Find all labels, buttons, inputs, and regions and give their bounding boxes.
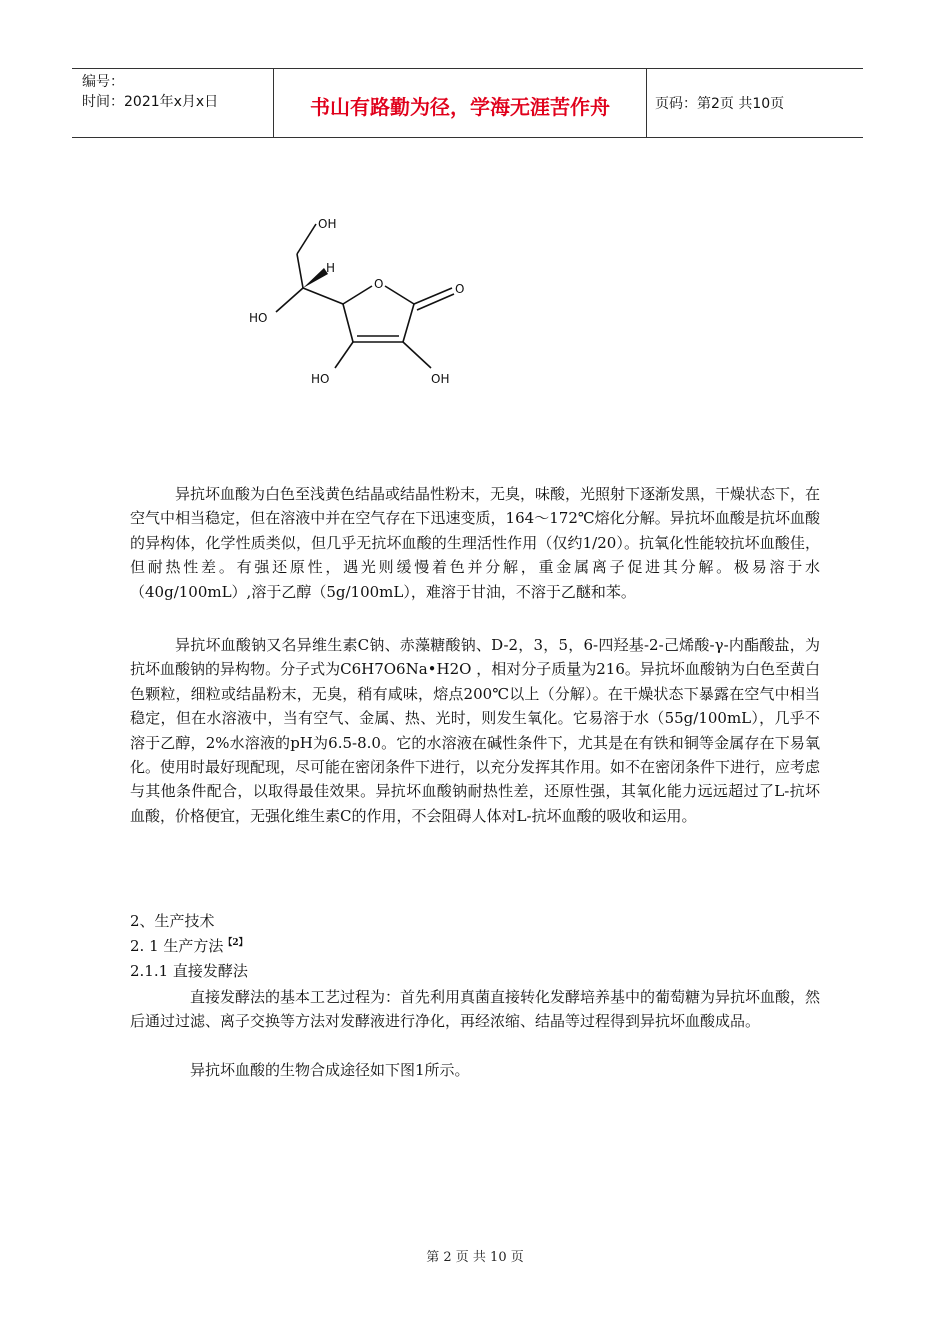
label-oh-top: OH — [318, 217, 337, 231]
bond-c2-oh — [403, 342, 431, 368]
bond-ring-c3-c4 — [343, 304, 353, 342]
bond-c-ch2 — [297, 254, 303, 288]
wedge-bond-h — [303, 268, 328, 288]
paragraph-direct-fermentation: 直接发酵法的基本工艺过程为：首先利用真菌直接转化发酵培养基中的葡萄糖为异抗坏血酸，然后通过过滤、离子交换等方法对发酵液进行净化，再经浓缩、结晶等过程得到异抗坏血酸成品。 — [130, 988, 821, 1031]
paragraph-sodium-isoascorbate: 异抗坏血酸钠又名异维生素C钠、赤藻糖酸钠、D-2，3，5，6-四羟基-2-己烯酸-γ-内酯酸盐，为抗坏血酸钠的异构物。分子式为C6H7O6Na•H2O ，相对分子质量为216。异抗坏血酸钠为白色至黄白色颗粒，细粒或结晶粉末，无臭，稍有咸味，熔点200℃以上（分解）。在干燥状态下暴露在空气中相当稳定，但在水溶液中，当有空气、金属、热、光时，则发生氧化。它易溶于水（55g/100mL），几乎不溶于乙醇，2%水溶液的pH为6.5-8.0。它的水溶液在碱性条件下，尤其是在有铁和铜等金属存在下易氧化。使用时最好现配现，尽可能在密闭条件下进行，以充分发挥其作用。如不在密闭条件下进行，应考虑与其他条件配合，以取得最佳效果。异抗坏血酸钠耐热性差，还原性强，其氧化能力远远超过了L-抗坏血酸，价格便宜，无强化维生素C的作用，不会阻碍人体对L-抗坏血酸的吸收和运用。 — [130, 636, 821, 825]
motto: 书山有路勤为径，学海无涯苦作舟 — [310, 95, 610, 119]
paragraph-biosynthesis-intro: 异抗坏血酸的生物合成途径如下图1所示。 — [190, 1061, 470, 1079]
label-carbonyl-oxygen: O — [455, 282, 465, 296]
time-label: 时间：2021年x月x日 — [82, 94, 219, 110]
bond-carbonyl-b — [417, 294, 454, 310]
label-h: H — [326, 261, 336, 275]
bond-side-ring — [303, 288, 343, 304]
number-label: 编号： — [82, 74, 124, 90]
header-motto-cell — [273, 69, 647, 137]
label-ring-oxygen: O — [374, 277, 384, 291]
paragraph-isoascorbic-acid: 异抗坏血酸为白色至浅黄色结晶或结晶性粉末，无臭，味酸，光照射下逐渐发黑，干燥状态下，在空气中相当稳定，但在溶液中并在空气存在下迅速变质，164～172℃熔化分解。异抗坏血酸是抗坏血酸的异构体，化学性质类似，但几乎无抗坏血酸的生理活性作用（仅约1/20）。抗氧化性能较抗坏血酸佳，但耐热性差。有强还原性，遇光则缓慢着色并分解，重金属离子促进其分解。极易溶于水（40g/100mL）,溶于乙醇（5g/100mL），难溶于甘油，不溶于乙醚和苯。 — [130, 485, 821, 601]
label-ho-bottom-left: HO — [311, 372, 330, 386]
chemical-structure-diagram — [240, 208, 490, 398]
page-info: 页码：第2页 共10页 — [655, 96, 785, 112]
bond-ch2-oh — [297, 224, 316, 254]
section-heading-production-technology: 2、生产技术 — [130, 912, 215, 930]
bond-c3-oh — [335, 342, 353, 368]
bond-ring-o-c1 — [385, 286, 414, 304]
bond-c-oh-left — [276, 288, 303, 312]
bond-ring-c4-o — [343, 286, 372, 304]
document-header — [72, 68, 863, 138]
bond-carbonyl-a — [414, 288, 452, 304]
section-heading-production-methods-text: 2. 1 生产方法 — [130, 937, 224, 955]
header-page-cell — [647, 69, 863, 137]
bond-ring-c1-c2 — [403, 304, 414, 342]
header-meta-cell — [72, 69, 272, 137]
section-heading-production-methods — [130, 935, 248, 956]
page-footer: 第 2 页 共 10 页 — [426, 1250, 524, 1265]
section-heading-direct-fermentation: 2.1.1 直接发酵法 — [130, 962, 248, 980]
reference-mark: 【2】 — [223, 938, 248, 948]
label-ho-left: HO — [249, 311, 268, 325]
label-oh-bottom-right: OH — [431, 372, 450, 386]
